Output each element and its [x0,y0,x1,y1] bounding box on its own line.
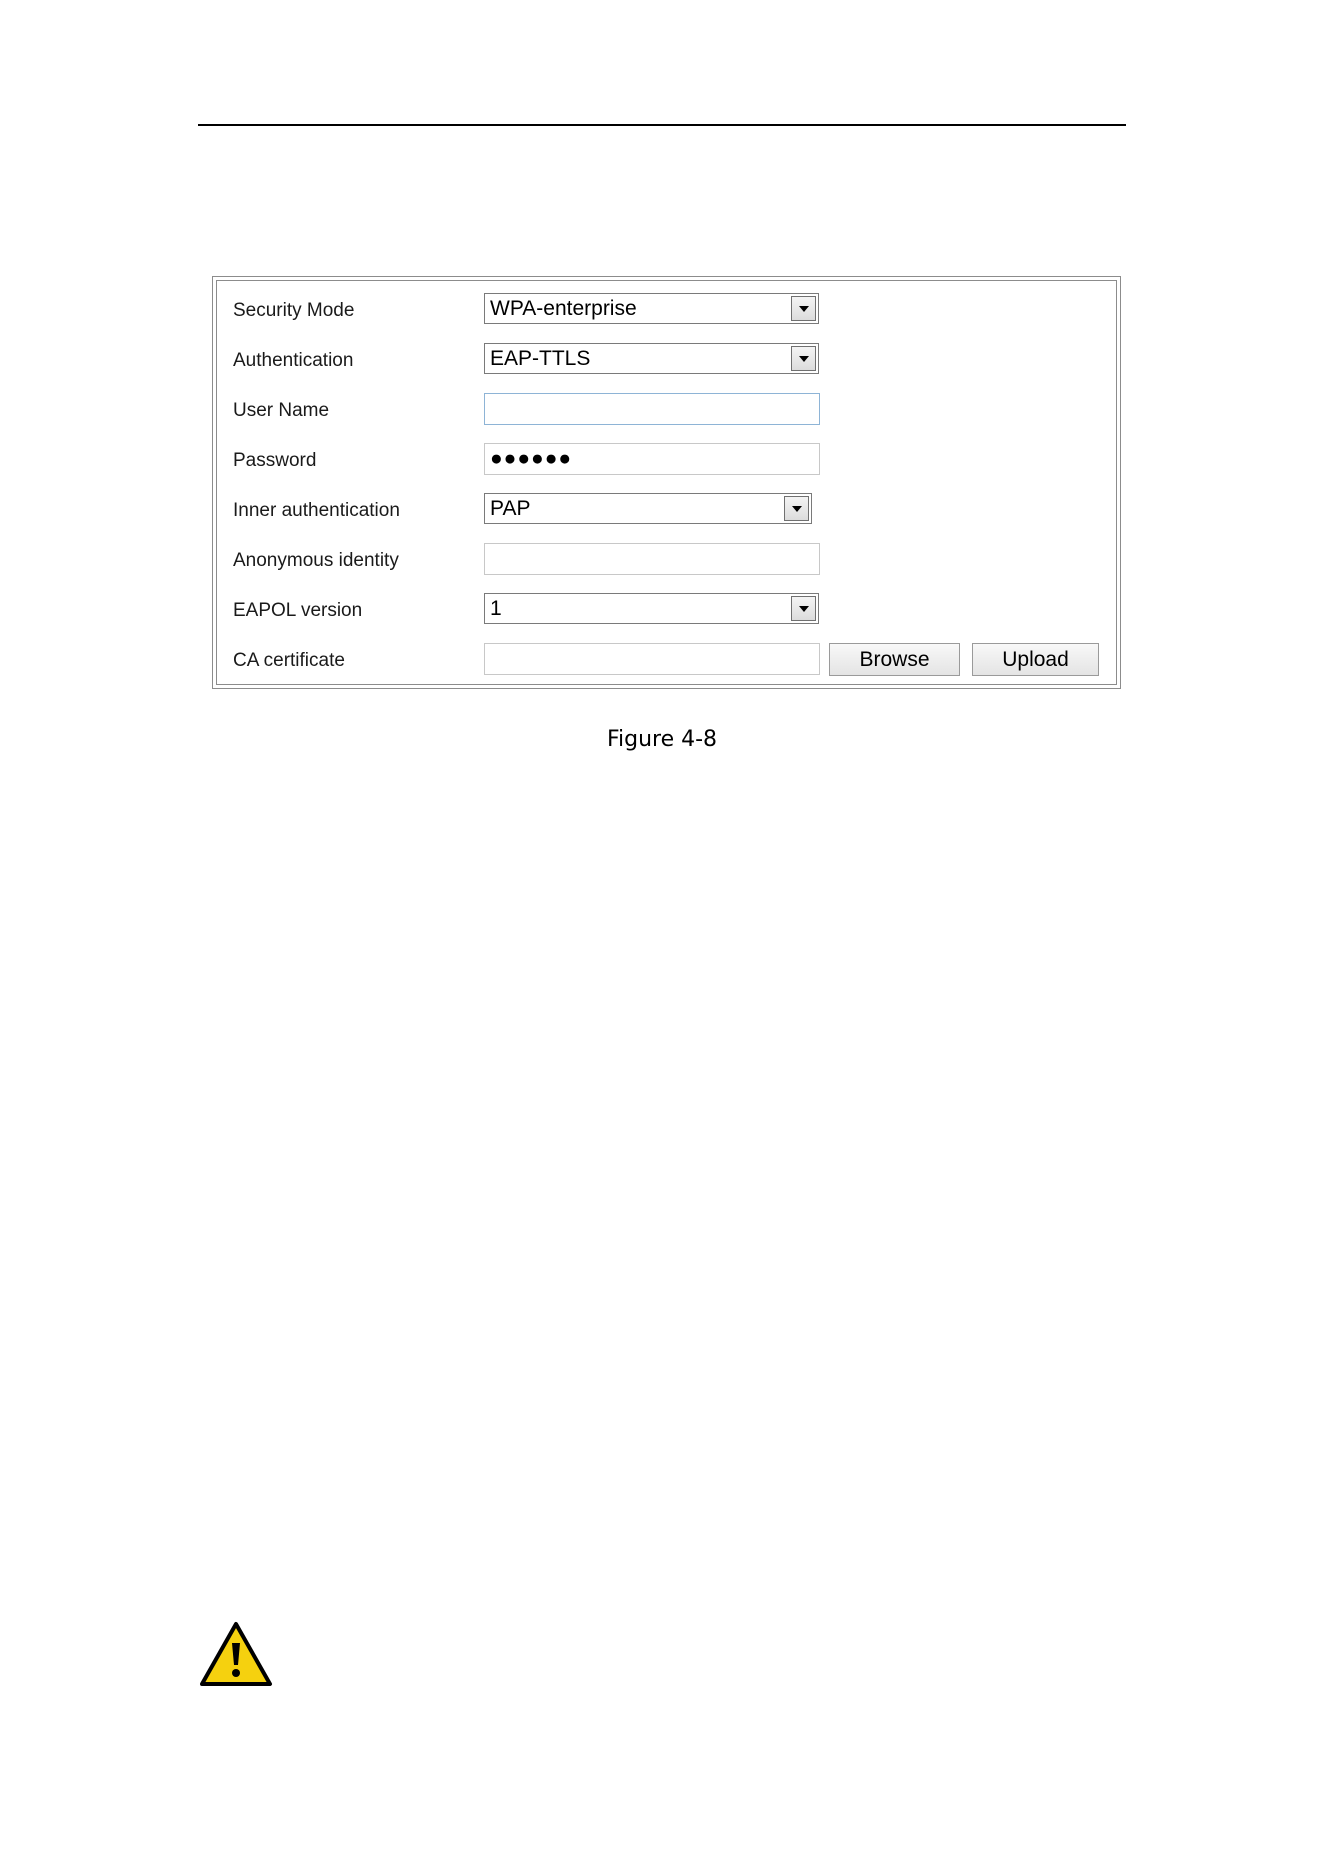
eapol-version-label: EAPOL version [233,600,363,621]
chevron-down-icon[interactable] [791,296,816,321]
inner-authentication-select[interactable] [484,493,812,524]
inner-authentication-label: Inner authentication [233,500,400,521]
chevron-down-icon[interactable] [791,346,816,371]
header-rule [198,124,1126,126]
security-mode-label: Security Mode [233,300,355,321]
chevron-down-icon[interactable] [791,596,816,621]
eapol-version-select[interactable] [484,593,819,624]
user-name-row [217,393,1116,429]
inner-authentication-row [217,493,1116,529]
security-mode-select[interactable] [484,293,819,324]
panel-inner-frame [216,280,1117,685]
figure-caption: Figure 4-8 [606,727,718,752]
authentication-label: Authentication [233,350,354,371]
ca-certificate-label: CA certificate [233,650,345,671]
user-name-label: User Name [233,400,330,421]
warning-icon [198,1619,274,1689]
authentication-row [217,343,1116,379]
ca-certificate-input[interactable] [484,643,820,675]
eapol-version-value: 1 [490,597,502,620]
authentication-value: EAP-TTLS [490,347,591,370]
password-label: Password [233,450,317,471]
password-value: ●●●●●● [490,447,573,470]
anonymous-identity-label: Anonymous identity [233,550,399,571]
anonymous-identity-input[interactable] [484,543,820,575]
inner-authentication-value: PAP [490,497,531,520]
security-mode-row [217,293,1116,329]
browse-button[interactable]: Browse [829,643,960,676]
eapol-version-row [217,593,1116,629]
wireless-security-panel [212,276,1121,689]
security-mode-value: WPA-enterprise [490,297,637,320]
user-name-input[interactable] [484,393,820,425]
authentication-select[interactable] [484,343,819,374]
password-input[interactable] [484,443,820,475]
anonymous-identity-row [217,543,1116,579]
chevron-down-icon[interactable] [784,496,809,521]
upload-button[interactable]: Upload [972,643,1099,676]
ca-certificate-row [217,643,1116,679]
password-row [217,443,1116,479]
